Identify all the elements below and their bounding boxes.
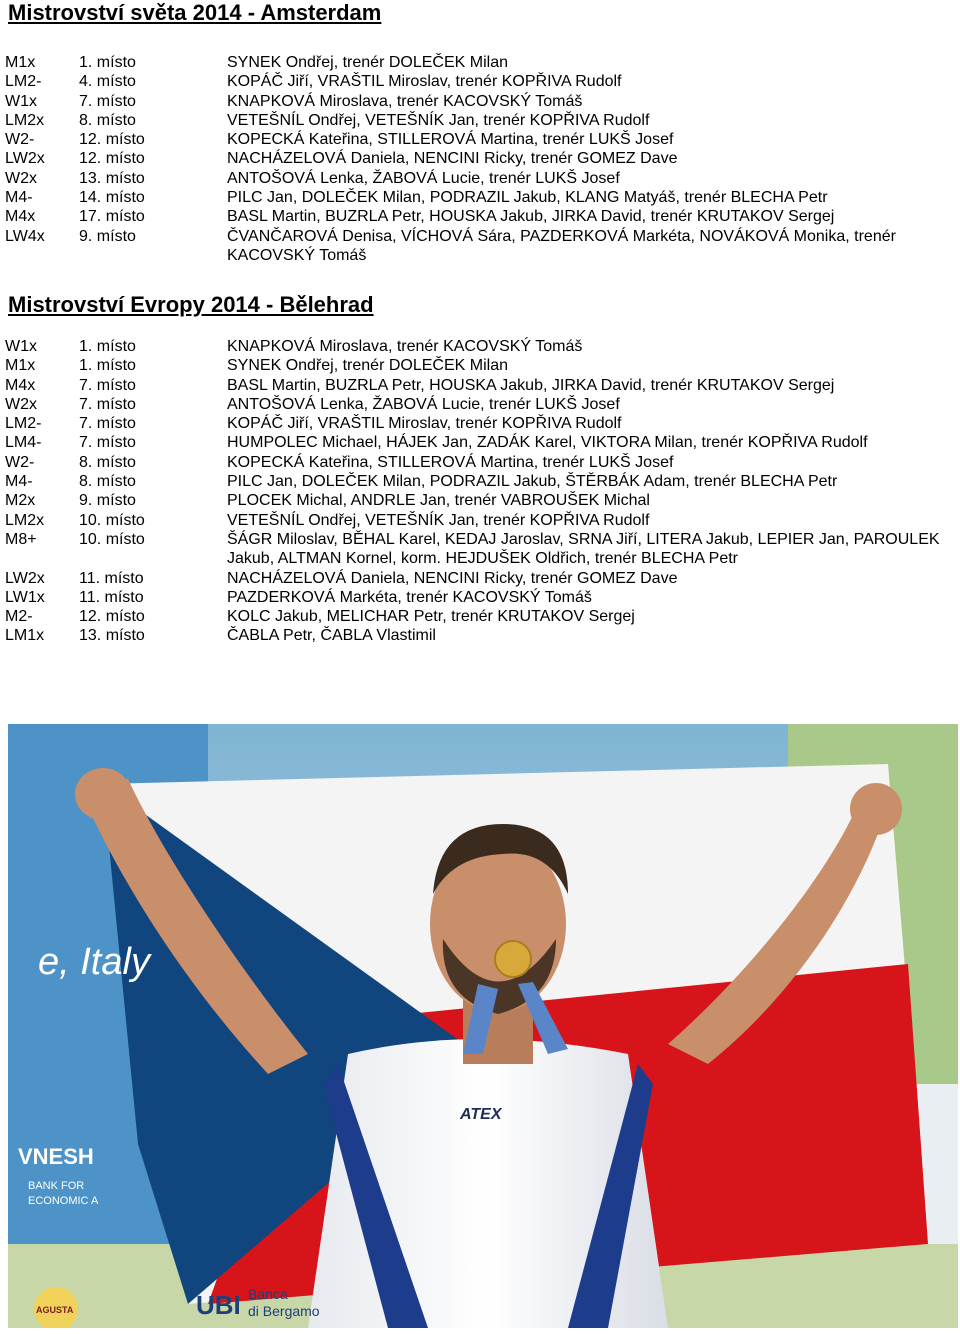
placement: 13. místo [79,627,145,645]
world-championship-results [5,53,945,265]
crew-names: NACHÁZELOVÁ Daniela, NENCINI Ricky, trenér GOMEZ Dave [227,569,678,587]
crew-names: KOPECKÁ Kateřina, STILLEROVÁ Martina, trenér LUKŠ Josef [227,453,674,471]
boat-category: M8+ [5,530,37,548]
crew-names: BASL Martin, BUZRLA Petr, HOUSKA Jakub, JIRKA David, trenér KRUTAKOV Sergej [227,376,835,394]
placement: 7. místo [79,376,136,394]
result-row [5,130,945,149]
crew-names: BASL Martin, BUZRLA Petr, HOUSKA Jakub, JIRKA David, trenér KRUTAKOV Sergej [227,208,835,226]
european-championship-results [5,337,945,646]
boat-category: W2- [5,453,35,471]
placement: 13. místo [79,169,145,187]
result-row [5,92,945,111]
crew-names: KOPECKÁ Kateřina, STILLEROVÁ Martina, trenér LUKŠ Josef [227,131,674,149]
shirt-logo-text: ATEX [460,1106,502,1123]
boat-category: LM2- [5,415,42,433]
sign-bank-text: VNESH [18,1144,94,1169]
placement: 8. místo [79,453,136,471]
crew-names: ČVANČAROVÁ Denisa, VÍCHOVÁ Sára, PAZDERKOVÁ Markéta, NOVÁKOVÁ Monika, trenér KACOVSKÝ Tomáš [227,227,896,264]
boat-category: M4- [5,473,33,491]
result-row [5,607,945,626]
crew-names: VETEŠNÍL Ondřej, VETEŠNÍK Jan, trenér KOPŘIVA Rudolf [227,511,650,529]
placement: 11. místo [79,569,144,587]
crew-names: PILC Jan, DOLEČEK Milan, PODRAZIL Jakub, ŠTĚRBÁK Adam, trenér BLECHA Petr [227,473,838,491]
placement: 1. místo [79,54,136,71]
boat-category: LW4x [5,227,45,245]
boat-category: LW1x [5,588,45,606]
boat-category: M2x [5,492,36,510]
placement: 12. místo [79,608,145,626]
placement: 7. místo [79,434,136,452]
placement: 1. místo [79,357,136,375]
crew-names: PLOCEK Michal, ANDRLE Jan, trenér VABROUŠEK Michal [227,492,650,510]
placement: 7. místo [79,415,136,433]
section-title-european-championship: Mistrovství Evropy 2014 - Bělehrad [8,292,374,317]
sign-bank-small-2: ECONOMIC A [28,1195,99,1207]
result-row [5,453,945,472]
crew-names: KOPÁČ Jiří, VRAŠTIL Miroslav, trenér KOPŘIVA Rudolf [227,415,622,433]
crew-names: SYNEK Ondřej, trenér DOLEČEK Milan [227,357,508,375]
result-row [5,72,945,91]
crew-names: ŠÁGR Miloslav, BĚHAL Karel, KEDAJ Jaroslav, SRNA Jiří, LITERA Jakub, LEPIER Jan, PAROULEK Jakub, ALTMAN Kornel, korm. HEJDUŠEK Oldřich, trenér BLECHA Petr [227,530,940,568]
crew-names: KNAPKOVÁ Miroslava, trenér KACOVSKÝ Tomáš [227,92,583,110]
boat-category: M4- [5,189,33,207]
placement: 7. místo [79,92,136,110]
sign-bank-small-1: BANK FOR [28,1180,85,1192]
boat-category: M1x [5,54,36,71]
placement: 17. místo [79,208,145,226]
placement: 12. místo [79,131,145,149]
boat-category: LM2x [5,511,45,529]
placement: 11. místo [79,588,144,606]
result-row [5,53,945,72]
boat-category: M1x [5,357,36,375]
boat-category: LW2x [5,569,45,587]
boat-category: M4x [5,208,36,226]
placement: 4. místo [79,73,136,91]
result-row [5,414,945,433]
placement: 1. místo [79,338,136,355]
boat-category: LM1x [5,627,45,645]
result-row [5,188,945,207]
boat-category: LM4- [5,434,42,452]
placement: 8. místo [79,111,136,129]
crew-names: VETEŠNÍL Ondřej, VETEŠNÍK Jan, trenér KOPŘIVA Rudolf [227,111,650,129]
result-row [5,376,945,395]
placement: 10. místo [79,530,145,548]
section-title-world-championship: Mistrovství světa 2014 - Amsterdam [8,0,382,25]
result-row [5,626,945,645]
boat-category: W1x [5,92,37,110]
placement: 8. místo [79,473,136,491]
result-row [5,227,945,266]
result-row [5,569,945,588]
placement: 9. místo [79,492,136,510]
crew-names: HUMPOLEC Michael, HÁJEK Jan, ZADÁK Karel, VIKTORA Milan, trenér KOPŘIVA Rudolf [227,434,868,452]
result-row [5,433,945,452]
placement: 7. místo [79,395,136,413]
gold-medal [495,941,531,977]
crew-names: KOPÁČ Jiří, VRAŠTIL Miroslav, trenér KOPŘIVA Rudolf [227,73,622,91]
crew-names: NACHÁZELOVÁ Daniela, NENCINI Ricky, trenér GOMEZ Dave [227,150,678,168]
boat-category: LM2- [5,73,42,91]
placement: 14. místo [79,189,145,207]
sponsor-ubi-text: UBI [196,1290,241,1320]
result-row [5,511,945,530]
sponsor-banca-text-1: Banca [248,1286,288,1302]
boat-category: M4x [5,376,36,394]
result-row [5,588,945,607]
result-row [5,356,945,375]
right-hand [850,783,902,835]
placement: 12. místo [79,150,145,168]
result-row [5,207,945,226]
boat-category: LM2x [5,111,45,129]
crew-names: ANTOŠOVÁ Lenka, ŽABOVÁ Lucie, trenér LUKŠ Josef [227,169,620,187]
crew-names: ANTOŠOVÁ Lenka, ŽABOVÁ Lucie, trenér LUKŠ Josef [227,395,620,413]
athlete-photo-illustration [8,724,958,1328]
result-row [5,169,945,188]
result-row [5,337,945,356]
result-row [5,472,945,491]
athlete-photo [8,724,958,1328]
crew-names: PAZDERKOVÁ Markéta, trenér KACOVSKÝ Tomáš [227,588,592,606]
placement: 9. místo [79,227,136,245]
boat-category: W1x [5,338,37,355]
result-row [5,149,945,168]
crew-names: PILC Jan, DOLEČEK Milan, PODRAZIL Jakub, KLANG Matyáš, trenér BLECHA Petr [227,189,828,207]
result-row [5,530,945,569]
boat-category: M2- [5,608,33,626]
placement: 10. místo [79,511,145,529]
sponsor-banca-text-2: di Bergamo [248,1303,320,1319]
boat-category: W2x [5,169,37,187]
boat-category: LW2x [5,150,45,168]
sponsor-agusta-text: AGUSTA [36,1305,74,1315]
crew-names: ČABLA Petr, ČABLA Vlastimil [227,627,436,645]
left-hand [75,768,131,820]
result-row [5,395,945,414]
crew-names: KOLC Jakub, MELICHAR Petr, trenér KRUTAKOV Sergej [227,608,635,626]
crew-names: KNAPKOVÁ Miroslava, trenér KACOVSKÝ Tomáš [227,338,583,355]
sign-left-text: e, Italy [38,941,150,983]
result-row [5,491,945,510]
result-row [5,111,945,130]
boat-category: W2x [5,395,37,413]
boat-category: W2- [5,131,35,149]
crew-names: SYNEK Ondřej, trenér DOLEČEK Milan [227,54,508,71]
